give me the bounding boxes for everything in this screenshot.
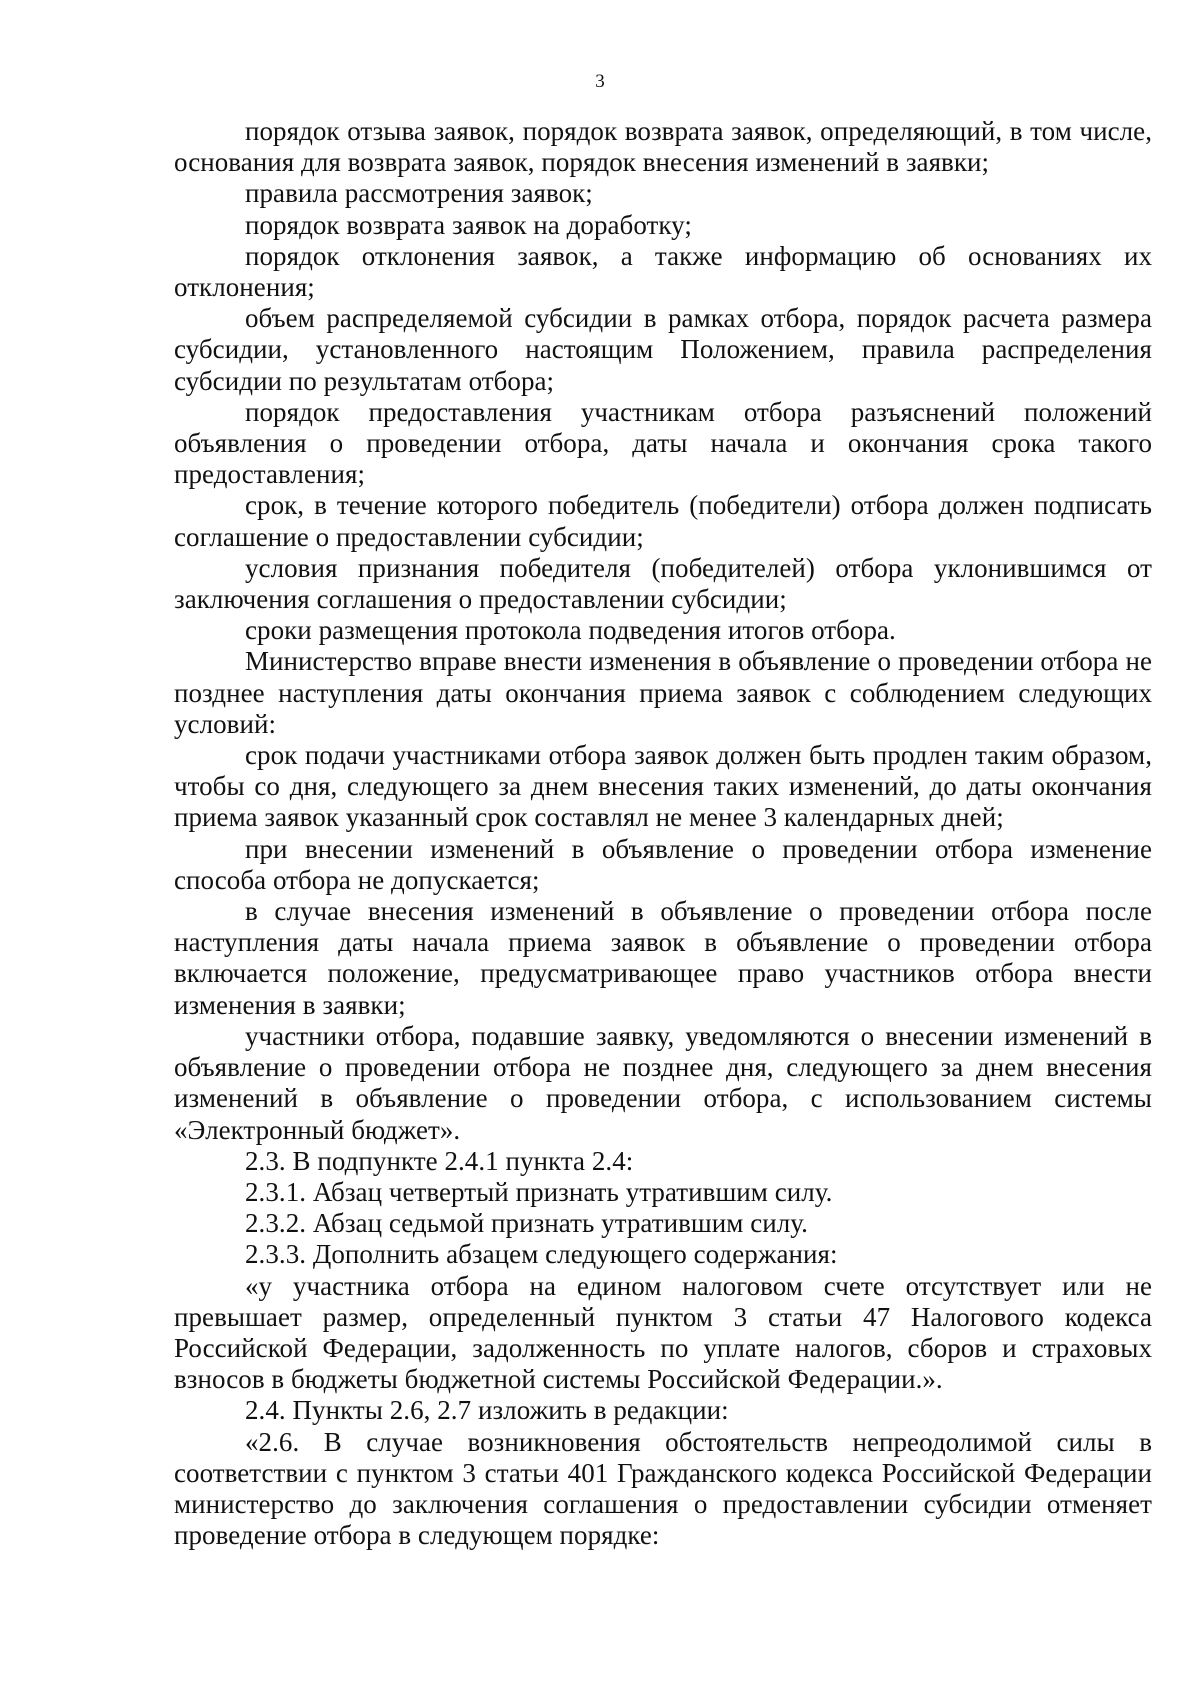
paragraph: Министерство вправе внести изменения в объявление о проведении отбора не позднее наступления даты окончания приема заявок с соблюдением следующих условий: xyxy=(174,646,1152,739)
paragraph: срок подачи участниками отбора заявок должен быть продлен таким образом, чтобы со дня, следующего за днем внесения таких изменений, до даты окончания приема заявок указанный срок составлял не менее 3 календарных дней; xyxy=(174,740,1152,833)
paragraph: участники отбора, подавшие заявку, уведомляются о внесении изменений в объявление о проведении отбора не позднее дня, следующего за днем внесения изменений в объявление о проведении отбора, с использованием системы «Электронный бюджет». xyxy=(174,1020,1152,1145)
paragraph: порядок отклонения заявок, а также информацию об основаниях их отклонения; xyxy=(174,240,1152,303)
paragraph: срок, в течение которого победитель (победители) отбора должен подписать соглашение о предоставлении субсидии; xyxy=(174,490,1152,552)
page-number: 3 xyxy=(595,71,605,92)
paragraph: 2.3.1. Абзац четвертый признать утратившим силу. xyxy=(245,1176,833,1207)
paragraph: 2.3.3. Дополнить абзацем следующего содержания: xyxy=(245,1239,838,1270)
paragraph: объем распределяемой субсидии в рамках отбора, порядок расчета размера субсидии, установленного настоящим Положением, правила распределения субсидии по результатам отбора; xyxy=(174,303,1152,396)
paragraph: 2.3. В подпункте 2.4.1 пункта 2.4: xyxy=(245,1145,634,1176)
paragraph: условия признания победителя (победителей) отбора уклонившимся от заключения соглашения о предоставлении субсидии; xyxy=(174,552,1152,615)
document-body xyxy=(174,116,1152,1551)
paragraph: в случае внесения изменений в объявление о проведении отбора после наступления даты начала приема заявок в объявление о проведении отбора включается положение, предусматривающее право участников отбора внести изменения в заявки; xyxy=(174,896,1152,1020)
paragraph: порядок возврата заявок на доработку; xyxy=(245,209,692,240)
paragraph: при внесении изменений в объявление о проведении отбора изменение способа отбора не допускается; xyxy=(174,833,1152,895)
paragraph: сроки размещения протокола подведения итогов отбора. xyxy=(245,615,896,646)
paragraph: 2.3.2. Абзац седьмой признать утратившим силу. xyxy=(245,1208,808,1239)
paragraph: порядок отзыва заявок, порядок возврата заявок, определяющий, в том числе, основания для возврата заявок, порядок внесения изменений в заявки; xyxy=(174,116,1152,178)
paragraph: порядок предоставления участникам отбора разъяснений положений объявления о проведении отбора, даты начала и окончания срока такого предоставления; xyxy=(174,396,1152,490)
paragraph: 2.4. Пункты 2.6, 2.7 изложить в редакции: xyxy=(245,1395,729,1426)
paragraph: «2.6. В случае возникновения обстоятельств непреодолимой силы в соответствии с пунктом 3 статьи 401 Гражданского кодекса Российской Федерации министерство до заключения соглашения о предоставлении субсидии отменяет проведение отбора в следующем порядке: xyxy=(174,1426,1152,1551)
paragraph: «у участника отбора на едином налоговом счете отсутствует или не превышает размер, определенный пунктом 3 статьи 47 Налогового кодекса Российской Федерации, задолженность по уплате налогов, сборов и страховых взносов в бюджеты бюджетной системы Российской Федерации.». xyxy=(174,1270,1152,1395)
paragraph: правила рассмотрения заявок; xyxy=(245,178,593,209)
